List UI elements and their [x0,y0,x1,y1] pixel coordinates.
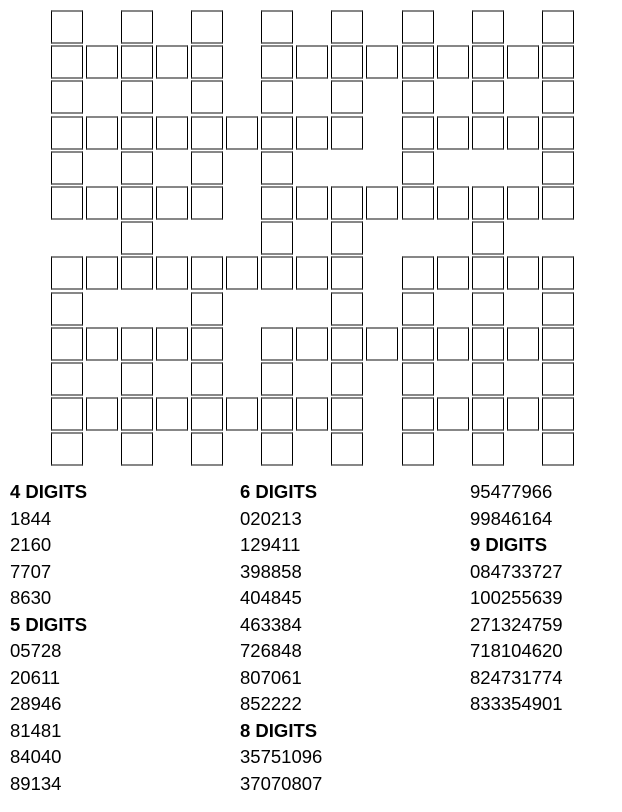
number-entry: 8630 [10,587,52,608]
number-entry: 1844 [10,507,52,529]
number-entry: 05728 [10,640,62,661]
number-entry: 398858 [240,560,302,582]
word-list-column [470,479,563,718]
number-entry: 7707 [10,560,52,582]
number-entry: 020213 [240,507,302,529]
word-list-column [10,479,87,797]
digit-group-header: 8 DIGITS [240,719,318,741]
digit-group-header: 9 DIGITS [470,534,548,555]
number-entry: 20611 [10,666,61,688]
number-entry: 100255639 [470,587,563,608]
number-entry: 726848 [240,640,302,661]
number-entry: 852222 [240,693,302,714]
number-entry: 833354901 [470,693,563,714]
digit-group-header: 6 DIGITS [240,481,318,502]
number-entry: 99846164 [470,507,553,529]
number-entry: 37070807 [240,772,323,794]
number-entry: 35751096 [240,746,323,767]
word-list-column [240,479,322,797]
number-entry: 28946 [10,693,62,714]
number-entry: 718104620 [470,640,563,661]
number-entry: 404845 [240,587,302,608]
number-entry: 463384 [240,613,302,635]
number-entry: 271324759 [470,613,563,635]
number-entry: 84040 [10,746,62,767]
digit-group-header: 5 DIGITS [10,613,88,635]
digit-group-header: 4 DIGITS [10,481,88,502]
number-entry: 807061 [240,666,302,688]
number-entry: 824731774 [470,666,563,688]
number-entry: 129411 [240,534,301,555]
number-entry: 2160 [10,534,52,555]
number-entry: 95477966 [470,481,553,502]
number-entry: 81481 [10,719,62,741]
number-entry: 89134 [10,772,62,794]
number-entry: 084733727 [470,560,563,582]
